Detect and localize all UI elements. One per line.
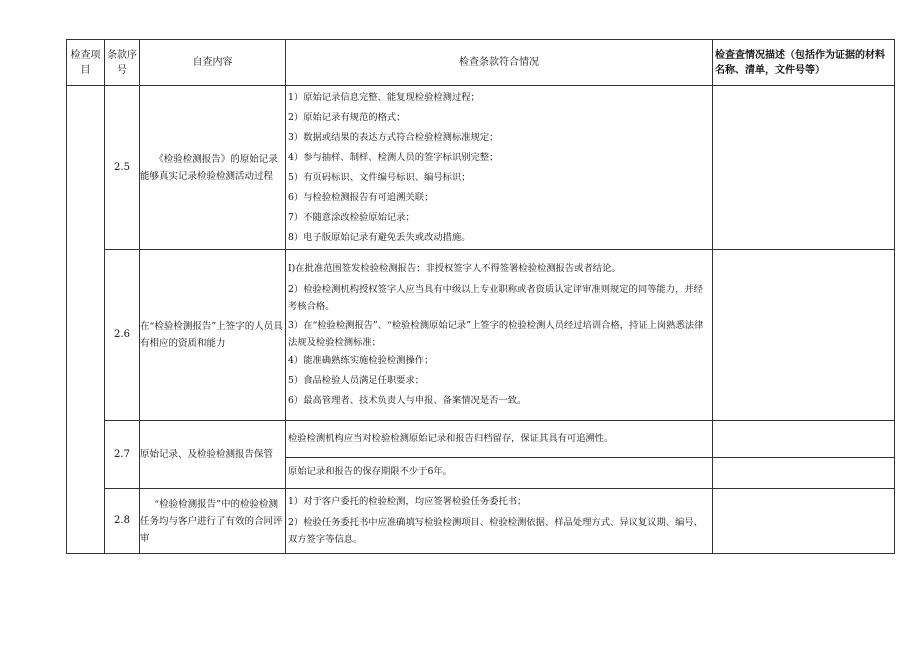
condition-line: 1）原始记录信息完整、能复现检验检测过程；: [288, 91, 480, 103]
condition-line: 4）参与抽样、制样、检测人员的签字标识别完整；: [288, 151, 499, 163]
self-check-content: [140, 489, 286, 554]
condition-line: 1）对于客户委托的检验检测，均应签署检验任务委托书；: [288, 495, 527, 507]
table-row-2-8: [67, 489, 895, 554]
description-cell[interactable]: [713, 250, 895, 421]
table-row-2-7: [67, 421, 895, 458]
condition-line: 3）在“检验检测报告”、“检验检测原始记录”上签字的检验检测人员经过培训合格，持证上岗熟悉法律法规及检验检测标准；: [288, 320, 704, 348]
condition-line: 4）能准确熟练实施检验检测操作；: [288, 355, 434, 366]
header-inspection-item: 检查项目: [67, 40, 105, 86]
inspection-item-cell: [67, 86, 105, 554]
header-description: 检查查情况描述（包括作为证据的材料名称、清单，文件号等）: [713, 40, 895, 86]
compliance-conditions: [286, 421, 713, 458]
content-text: 《检验检测报告》的原始记录能够真实记录检验检测活动过程: [140, 153, 278, 182]
condition-line: 8）电子版原始记录有避免丢失或改动措施。: [288, 231, 471, 243]
condition-line: 6）最高管理者、技术负责人与申报、备案情况是否一致。: [288, 395, 527, 406]
condition-line: 2）原始记录有规范的格式；: [288, 111, 406, 123]
description-cell[interactable]: [713, 458, 895, 489]
condition-line: 3）数据或结果的表达方式符合检验检测标准规定；: [288, 131, 499, 143]
condition-line: 原始记录和报告的保存期限不少于6年。: [288, 465, 452, 477]
condition-line: 检验检测机构应当对检验检测原始记录和报告归档留存，保证其具有可追溯性。: [288, 433, 614, 444]
content-text: 在“检验检测报告”上签字的人员具有相应的资质和能力: [140, 321, 283, 349]
self-check-content: [140, 250, 286, 421]
compliance-conditions: [286, 458, 713, 489]
clause-number: 2.7: [105, 421, 140, 489]
condition-line: 6）与检验检测报告有可追溯关联；: [288, 191, 434, 203]
clause-number: 2.5: [105, 86, 140, 250]
inspection-table: [66, 39, 895, 554]
condition-line: 7）不随意涂改检验原始记录；: [288, 211, 415, 223]
table-row-2-5: [67, 86, 895, 250]
content-text: “检验检测报告”中的检验检测任务均与客户进行了有效的合同评审: [140, 498, 283, 544]
description-cell[interactable]: [713, 86, 895, 250]
header-self-check-content: 自查内容: [140, 40, 286, 86]
header-clause-number: 条款序号: [105, 40, 140, 86]
compliance-conditions: [286, 489, 713, 554]
header-compliance: 检查条款符合情况: [286, 40, 713, 86]
condition-line: 2）检验检测机构授权签字人应当具有中级以上专业职称或者资质认定评审准则规定的同等能力，并经考核合格。: [288, 284, 703, 312]
description-cell[interactable]: [713, 421, 895, 458]
compliance-conditions: [286, 86, 713, 250]
compliance-conditions: [286, 250, 713, 421]
condition-line: 5）有页码标识、文件编号标识、编号标识；: [288, 171, 471, 183]
condition-line: 5）食品检验人员满足任职要求；: [288, 375, 425, 386]
condition-line: I)在批准范围签发检验检测报告；非授权签字人不得签署检验检测报告或者结论。: [288, 263, 621, 274]
header-row: [67, 40, 895, 86]
clause-number: 2.6: [105, 250, 140, 421]
description-cell[interactable]: [713, 489, 895, 554]
condition-line: 2）检验任务委托书中应准确填写检验检测项目、检验检测依据、样品处理方式、异议复议期、编号、双方签字等信息。: [288, 516, 703, 545]
clause-number: 2.8: [105, 489, 140, 554]
self-check-content: [140, 86, 286, 250]
content-text: 原始记录、及检验检测报告保管: [140, 449, 274, 460]
self-check-content: [140, 421, 286, 489]
table-row-2-6: [67, 250, 895, 421]
